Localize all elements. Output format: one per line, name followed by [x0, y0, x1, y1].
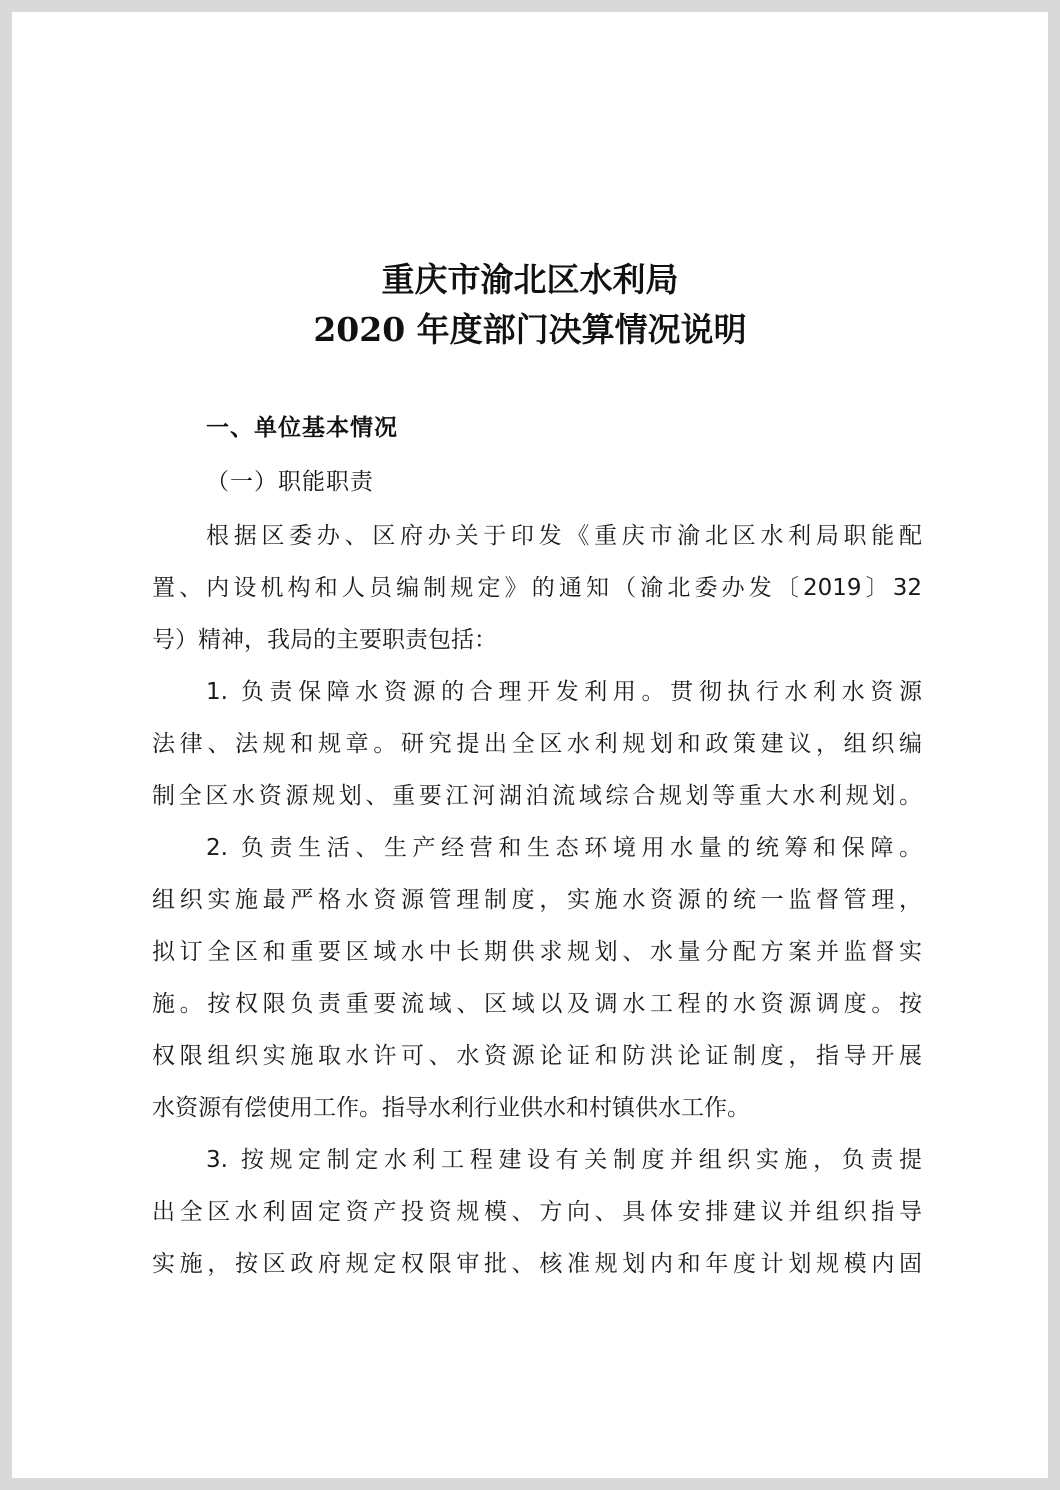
document-title-line-1: 重庆市渝北区水利局	[381, 260, 679, 299]
paragraph-line: 根据区委办、区府办关于印发《重庆市渝北区水利局职能配	[206, 523, 922, 549]
section-heading: 一、单位基本情况	[206, 415, 398, 441]
paragraph-line: 1. 负责保障水资源的合理开发利用。贯彻执行水利水资源	[206, 679, 922, 705]
paragraph-line: 拟订全区和重要区域水中长期供求规划、水量分配方案并监督实	[152, 939, 922, 965]
paragraph-line: 制全区水资源规划、重要江河湖泊流域综合规划等重大水利规划。	[152, 783, 922, 809]
paragraph-line: 3. 按规定制定水利工程建设有关制度并组织实施，负责提	[206, 1147, 922, 1173]
paragraph-line: 权限组织实施取水许可、水资源论证和防洪论证制度，指导开展	[152, 1043, 922, 1069]
subsection-heading: （一）职能职责	[206, 469, 374, 495]
paragraph-line: 水资源有偿使用工作。指导水利行业供水和村镇供水工作。	[152, 1095, 750, 1121]
document-title-line-2: 2020 年度部门决算情况说明	[313, 310, 747, 349]
paragraph-line: 置、内设机构和人员编制规定》的通知（渝北委办发〔2019〕32	[152, 575, 922, 601]
paragraph-line: 实施，按区政府规定权限审批、核准规划内和年度计划规模内固	[152, 1251, 922, 1277]
document-page	[12, 12, 1048, 1478]
paragraph-line: 法律、法规和规章。研究提出全区水利规划和政策建议，组织编	[152, 731, 922, 757]
paragraph-line: 施。按权限负责重要流域、区域以及调水工程的水资源调度。按	[152, 991, 922, 1017]
paragraph-line: 出全区水利固定资产投资规模、方向、具体安排建议并组织指导	[152, 1199, 922, 1225]
paragraph-line: 号）精神，我局的主要职责包括：	[152, 627, 497, 653]
paragraph-line: 组织实施最严格水资源管理制度，实施水资源的统一监督管理，	[152, 887, 922, 913]
paragraph-line: 2. 负责生活、生产经营和生态环境用水量的统筹和保障。	[206, 835, 922, 861]
